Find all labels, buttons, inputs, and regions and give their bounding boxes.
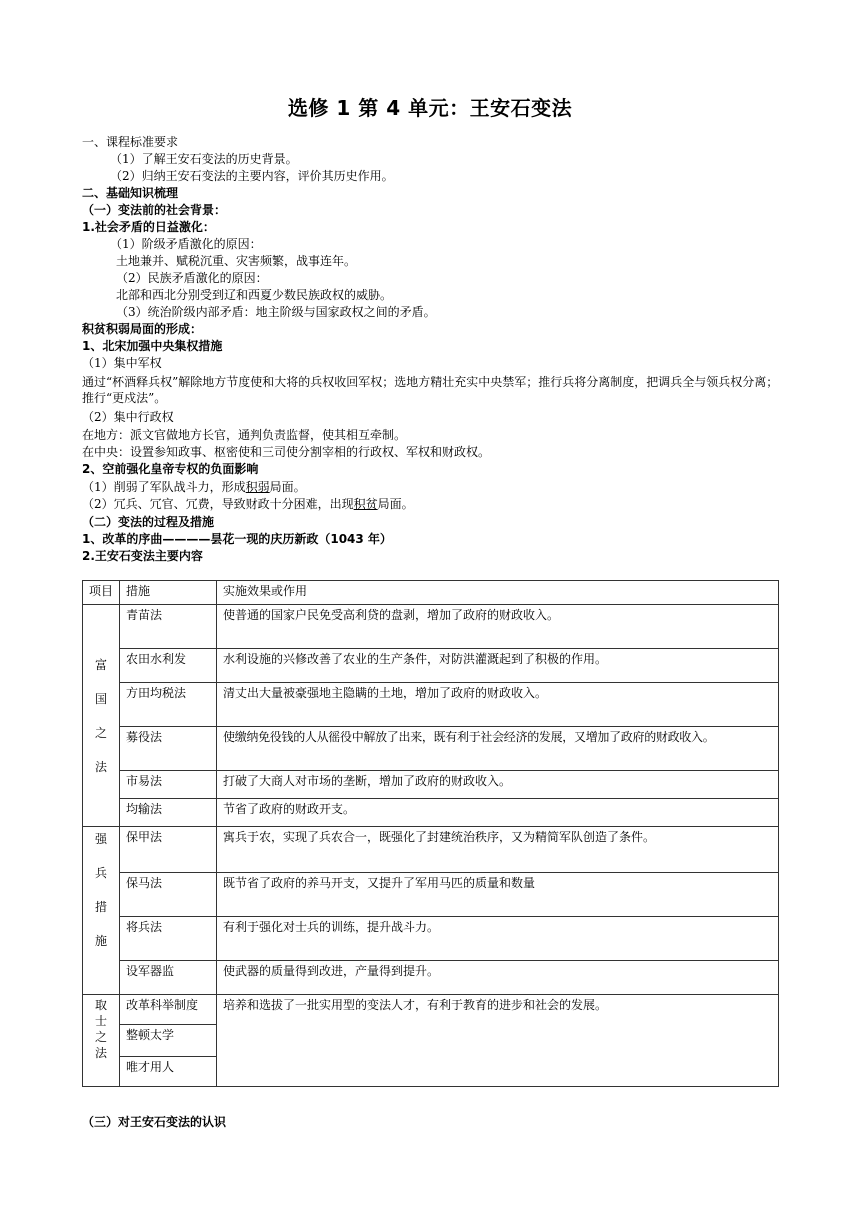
requirement-item: （2）归纳王安石变法的主要内容，评价其历史作用。 — [110, 169, 394, 183]
measure-cell: 募役法 — [120, 727, 217, 771]
text-line: （2）集中行政权 — [82, 410, 174, 424]
effect-cell: 水利设施的兴修改善了农业的生产条件，对防洪灌溉起到了积极的作用。 — [217, 649, 779, 683]
measure-cell: 整顿太学 — [120, 1025, 217, 1057]
table-row — [83, 649, 779, 683]
text-line — [82, 479, 306, 495]
category-char: 士 — [94, 1014, 107, 1028]
paragraph-heading: 2.王安石变法主要内容 — [82, 549, 203, 563]
paragraph-heading: 1、北宋加强中央集权措施 — [82, 339, 223, 353]
category-cell — [83, 605, 120, 827]
header-cell: 实施效果或作用 — [217, 581, 779, 605]
text-line: 在地方：派文官做地方长官，通判负责监督，使其相互牵制。 — [82, 428, 407, 442]
underlined-term: 积弱 — [245, 480, 270, 494]
measure-cell: 保马法 — [120, 873, 217, 917]
text-line: 北部和西北分别受到辽和西夏少数民族政权的威胁。 — [116, 288, 393, 302]
section-heading: 二、基础知识梳理 — [82, 186, 179, 200]
measure-cell: 农田水利发 — [120, 649, 217, 683]
table-header-row — [83, 581, 779, 605]
table-row — [83, 873, 779, 917]
category-cell — [83, 827, 120, 995]
subsection-heading: （二）变法的过程及措施 — [82, 515, 215, 529]
measure-cell: 市易法 — [120, 771, 217, 799]
measure-cell: 将兵法 — [120, 917, 217, 961]
measure-cell: 改革科举制度 — [120, 995, 217, 1025]
text-span: 局面。 — [269, 480, 306, 494]
table-row — [83, 771, 779, 799]
text-line: （1）集中军权 — [82, 356, 162, 370]
effect-cell: 有利于强化对士兵的训练，提升战斗力。 — [217, 917, 779, 961]
text-paragraph: 通过“杯酒释兵权”解除地方节度使和大将的兵权收回军权；选地方精壮充实中央禁军；推行兵将分离制度，把调兵全与领兵权分离；推行“更戍法”。 — [82, 375, 779, 405]
text-span: （1）削弱了军队战斗力，形成 — [82, 480, 246, 494]
effect-cell: 清丈出大量被豪强地主隐瞒的土地，增加了政府的财政收入。 — [217, 683, 779, 727]
table-row — [83, 917, 779, 961]
measure-cell: 方田均税法 — [120, 683, 217, 727]
requirement-item: （1）了解王安石变法的历史背景。 — [110, 152, 298, 166]
subsection-heading: （三）对王安石变法的认识 — [82, 1115, 227, 1129]
table-row — [83, 995, 779, 1025]
effect-cell: 寓兵于农，实现了兵农合一，既强化了封建统治秩序，又为精简军队创造了条件。 — [217, 827, 779, 873]
table-row — [83, 799, 779, 827]
paragraph-heading: 1、改革的序曲————昙花一现的庆历新政（1043 年） — [82, 532, 392, 546]
text-line: 在中央：设置参知政事、枢密使和三司使分割宰相的行政权、军权和财政权。 — [82, 445, 491, 459]
effect-cell: 使普通的国家户民免受高利贷的盘剥，增加了政府的财政收入。 — [217, 605, 779, 649]
reform-table — [82, 580, 779, 1087]
effect-cell: 培养和选拔了一批实用型的变法人才，有利于教育的进步和社会的发展。 — [217, 995, 779, 1087]
text-line: 土地兼并、赋税沉重、灾害频繁，战事连年。 — [116, 254, 357, 268]
category-char: 兵 — [94, 866, 107, 880]
category-char: 施 — [94, 934, 107, 948]
effect-cell: 节省了政府的财政开支。 — [217, 799, 779, 827]
header-cell: 项目 — [83, 581, 120, 605]
text-line — [82, 496, 414, 512]
table-row — [83, 683, 779, 727]
table-row — [83, 827, 779, 873]
paragraph-heading: 2、空前强化皇帝专权的负面影响 — [82, 462, 259, 476]
effect-cell: 使武器的质量得到改进，产量得到提升。 — [217, 961, 779, 995]
section-heading: 一、课程标准要求 — [82, 135, 179, 149]
category-char: 取 — [94, 998, 107, 1012]
header-cell: 措施 — [120, 581, 217, 605]
paragraph-heading: 1.社会矛盾的日益激化： — [82, 220, 215, 234]
measure-cell: 保甲法 — [120, 827, 217, 873]
measure-cell: 青苗法 — [120, 605, 217, 649]
measure-cell: 设军器监 — [120, 961, 217, 995]
table-row — [83, 605, 779, 649]
category-char: 法 — [94, 759, 107, 774]
category-cell — [83, 995, 120, 1087]
text-line: （3）统治阶级内部矛盾：地主阶级与国家政权之间的矛盾。 — [116, 305, 436, 319]
paragraph-heading: 积贫积弱局面的形成： — [82, 322, 203, 336]
category-char: 国 — [94, 691, 107, 706]
subsection-heading: （一）变法前的社会背景： — [82, 203, 227, 217]
category-char: 措 — [94, 900, 107, 914]
table-row — [83, 727, 779, 771]
category-char: 之 — [94, 1030, 107, 1044]
text-line: （2）民族矛盾激化的原因： — [116, 271, 268, 285]
category-char: 法 — [94, 1046, 107, 1060]
measure-cell: 均输法 — [120, 799, 217, 827]
page-title: 选修 1 第 4 单元：王安石变法 — [287, 96, 573, 120]
effect-cell: 使缴纳免役钱的人从徭役中解放了出来，既有利于社会经济的发展，又增加了政府的财政收入。 — [217, 727, 779, 771]
category-char: 之 — [94, 725, 107, 740]
effect-cell: 既节省了政府的养马开支，又提升了军用马匹的质量和数量 — [217, 873, 779, 917]
text-line: （1）阶级矛盾激化的原因： — [110, 237, 262, 251]
category-char: 富 — [94, 657, 107, 672]
text-span: （2）冗兵、冗官、冗费，导致财政十分困难，出现 — [82, 497, 354, 511]
category-char: 强 — [94, 832, 107, 846]
effect-cell: 打破了大商人对市场的垄断，增加了政府的财政收入。 — [217, 771, 779, 799]
measure-cell: 唯才用人 — [120, 1057, 217, 1087]
text-span: 局面。 — [377, 497, 414, 511]
table-row — [83, 961, 779, 995]
underlined-term: 积贫 — [353, 497, 378, 511]
